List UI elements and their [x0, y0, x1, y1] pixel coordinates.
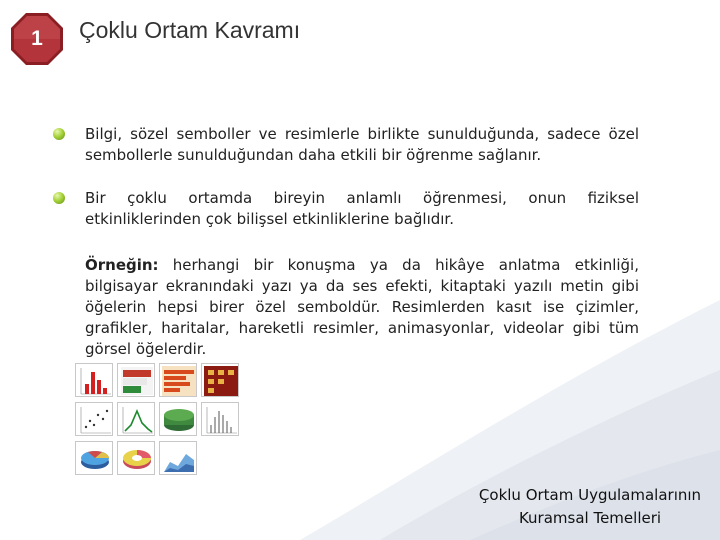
thumbnail-bar-chart [75, 363, 113, 397]
bullet-text-2: Bir çoklu ortamda bireyin anlamlı öğrenmesi, onun fiziksel etkinliklerinden çok bilişsel etkinliklerine bağlıdır. [85, 189, 639, 228]
example-text: herhangi bir konuşma ya da hikâye anlatma etkinliği, bilgisayar ekranındaki yazı ya da ses efekti, kitaptaki yazılı metin gibi öğelerin hepsi birer özel semboldür. Resimlerden kasıt ise çizimler, grafikler, haritalar, hareketli resimler, animasyonlar, videolar gibi tüm görsel öğelerdir. [85, 256, 639, 358]
slide-number: 1 [31, 27, 43, 50]
thumbnail-horizontal-bars [117, 363, 155, 397]
page-title: Çoklu Ortam Kavramı [79, 17, 301, 43]
thumbnail-matrix-chart [201, 363, 239, 397]
bullet-text-1: Bilgi, sözel semboller ve resimlerle birlikte sunulduğunda, sadece özel sembollerle sunulduğundan daha etkili bir öğrenme sağlanır. [85, 125, 639, 164]
thumbnail-donut-chart [117, 441, 155, 475]
example-paragraph [85, 255, 639, 360]
footer-caption [470, 484, 710, 530]
example-label: Örneğin: [85, 256, 159, 274]
thumbnail-table-chart [159, 363, 197, 397]
thumbnail-histogram [201, 402, 239, 436]
thumbnail-scatter-plot [75, 402, 113, 436]
footer-line-2: Kuramsal Temelleri [518, 509, 662, 527]
thumbnail-line-chart [117, 402, 155, 436]
footer-line-1: Çoklu Ortam Uygulamalarının [478, 486, 702, 504]
chart-thumbnails-image [75, 363, 240, 475]
thumbnail-area-chart [159, 441, 197, 475]
thumbnail-3d-chart [159, 402, 197, 436]
bullet-icon [53, 192, 65, 204]
thumbnail-pie-chart [75, 441, 113, 475]
bullet-icon [53, 128, 65, 140]
